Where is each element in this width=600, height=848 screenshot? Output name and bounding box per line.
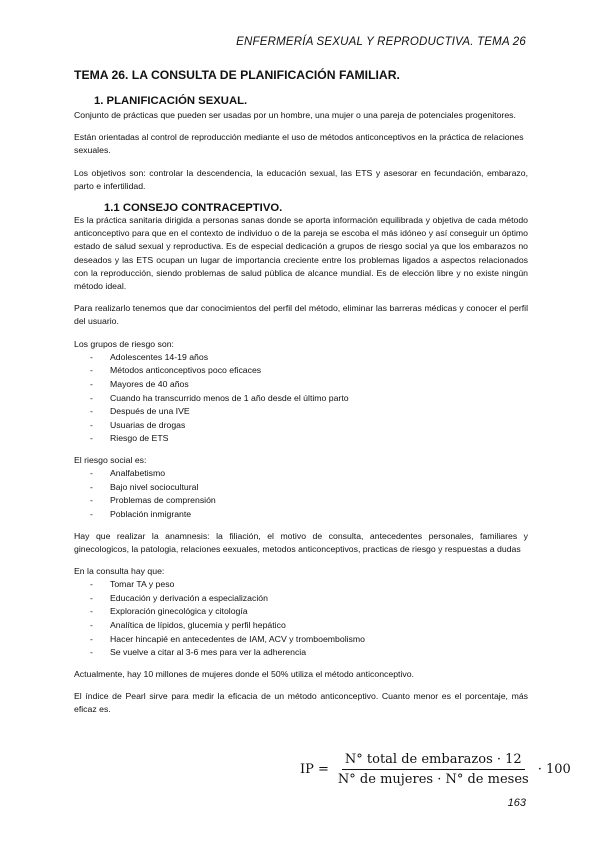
list-item: - Analfabetismo — [74, 467, 528, 481]
list-item: - Adolescentes 14-19 años — [74, 351, 528, 365]
paragraph-realizarlo: Para realizarlo tenemos que dar conocimientos del perfil del método, eliminar las barreras médicas y conocer el perfil del usuario. — [74, 303, 528, 327]
list-item: - Mayores de 40 años — [74, 378, 528, 392]
paragraph-statistics: Actualmente, hay 10 millones de mujeres donde el 50% utiliza el método anticonceptivo. — [74, 668, 414, 679]
list-item: - Población inmigrante — [74, 508, 528, 522]
paragraph-definition: Conjunto de prácticas que pueden ser usadas por un hombre, una mujer o una pareja de potenciales progenitores. — [74, 110, 516, 120]
formula-multiplier: · 100 — [537, 762, 571, 777]
page-number: 163 — [507, 797, 526, 809]
paragraph-objectives: Los objetivos son: controlar la descendencia, la educación sexual, las ETS y asesorar en fecundación, embarazo, parto e infertilidad. — [74, 167, 528, 191]
section-heading-planificacion: 1. PLANIFICACIÓN SEXUAL. — [94, 95, 248, 107]
list-item: - Problemas de comprensión — [74, 494, 528, 508]
pearl-index-formula — [300, 752, 571, 787]
list-item: - Riesgo de ETS — [74, 432, 528, 446]
risk-groups-list — [74, 351, 528, 446]
subsection-heading-consejo: 1.1 CONSEJO CONTRACEPTIVO. — [104, 202, 283, 215]
list-item: - Después de una IVE — [74, 405, 528, 419]
paragraph-orientation-end: sexuales. — [74, 145, 111, 156]
paragraph-orientation: Están orientadas al control de reproducción mediante el uso de métodos anticonceptivos en la práctica de relaciones — [74, 132, 524, 143]
list-item: - Se vuelve a citar al 3-6 mes para ver la adherencia — [74, 646, 528, 660]
formula-denominator: N° de mujeres · N° de meses — [337, 772, 529, 787]
formula-fraction — [335, 752, 532, 787]
social-risk-list — [74, 467, 528, 521]
list-item: - Bajo nivel sociocultural — [74, 481, 528, 495]
list-item: - Usuarias de drogas — [74, 419, 528, 433]
page-content — [74, 68, 528, 725]
running-header: ENFERMERÍA SEXUAL Y REPRODUCTIVA. TEMA 26 — [236, 36, 526, 48]
page-title: TEMA 26. LA CONSULTA DE PLANIFICACIÓN FAMILIAR. — [74, 68, 400, 82]
paragraph-consejo: Es la práctica sanitaria dirigida a personas sanas donde se aporta información equilibrada y objetiva de cada método anticonceptivo para que en el contexto de individuo o de la pareja se escoba el más idóneo y así conseguir un óptimo estado de salud sexual y reproductiva. Es de especial dedicación a grupos de riesgo social ya que los embarazos no deseados y las ETS ocupan un lugar de importancia creciente entre los problemas ligados a aspectos relacionados con la reproducción, siendo problemas de salud pública de alcance mundial. Es de elección libre y no existe ningún método ideal. — [74, 215, 528, 292]
list-item: - Cuando ha transcurrido menos de 1 año desde el último parto — [74, 392, 528, 406]
paragraph-pearl-index: El índice de Pearl sirve para medir la eficacia de un método anticonceptivo. Cuanto menor es el porcentaje, más eficaz es. — [74, 690, 528, 715]
consult-list — [74, 578, 528, 660]
list-item: - Tomar TA y peso — [74, 578, 528, 592]
list-item: - Métodos anticonceptivos poco eficaces — [74, 364, 528, 378]
formula-numerator: N° total de embarazos · 12 — [342, 752, 525, 770]
list-item: - Exploración ginecológica y citología — [74, 605, 528, 619]
list-item: - Hacer hincapié en antecedentes de IAM, ACV y tromboembolismo — [74, 633, 528, 647]
list-item: - Analítica de lípidos, glucemia y perfil hepático — [74, 619, 528, 633]
formula-lhs: IP = — [300, 762, 329, 777]
list-item: - Educación y derivación a especialización — [74, 592, 528, 606]
paragraph-anamnesis: Hay que realizar la anamnesis: la filiación, el motivo de consulta, antecedentes personales, familiares y ginecologicos, la patologia, relaciones eexuales, metodos anticonceptivos, practicas de riesgo y respuestas a dudas — [74, 530, 528, 554]
social-risk-intro: El riesgo social es: — [74, 455, 147, 465]
risk-groups-intro: Los grupos de riesgo son: — [74, 338, 174, 349]
consult-intro: En la consulta hay que: — [74, 565, 165, 576]
